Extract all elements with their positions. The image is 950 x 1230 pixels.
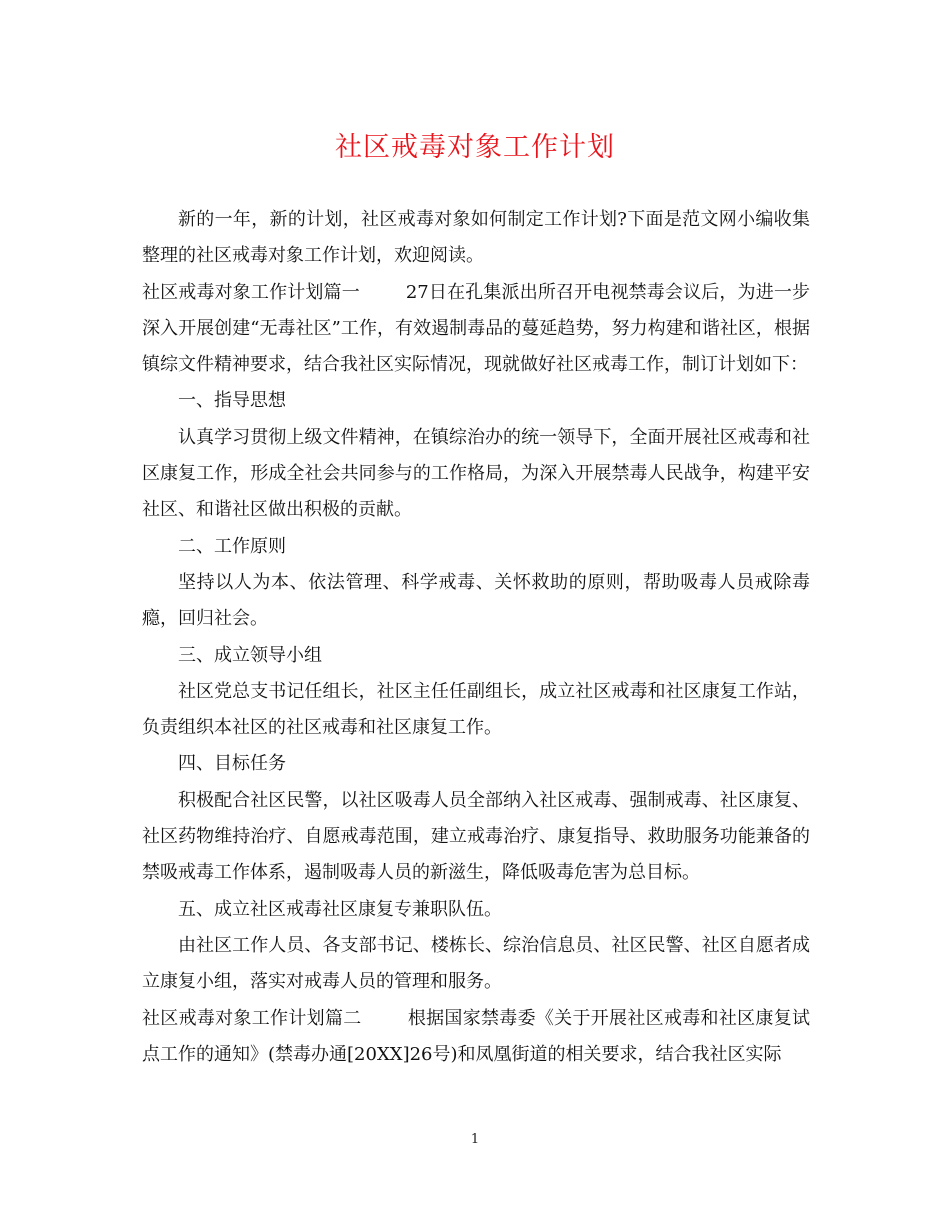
section-heading-guiding-thought: 一、指导思想 — [178, 390, 286, 412]
section-heading-leadership-group: 三、成立领导小组 — [178, 644, 322, 666]
plan-one-text: 27日在孔集派出所召开电视禁毒会议后，为进一步深入开展创建“无毒社区”工作，有效遏制毒品的蔓延趋势，努力构建和谐社区，根据镇综文件精神要求，结合我社区实际情况，现就做好社区戒毒工作，制订计划如下： — [142, 281, 811, 376]
paragraph-work-principles: 坚持以人为本、依法管理、科学戒毒、关怀救助的原则，帮助吸毒人员戒除毒瘾，回归社会。 — [142, 571, 810, 630]
paragraph-leadership-group: 社区党总支书记任组长，社区主任任副组长，成立社区戒毒和社区康复工作站，负责组织本社区的社区戒毒和社区康复工作。 — [142, 680, 810, 739]
paragraph-goals: 积极配合社区民警，以社区吸毒人员全部纳入社区戒毒、强制戒毒、社区康复、社区药物维持治疗、自愿戒毒范围，建立戒毒治疗、康复指导、救助服务功能兼备的禁吸戒毒工作体系，遏制吸毒人员的新滋生，降低吸毒危害为总目标。 — [142, 789, 810, 884]
section-heading-work-principles: 二、工作原则 — [178, 535, 286, 557]
document-body — [142, 202, 810, 1073]
plan-one-heading: 社区戒毒对象工作计划篇一 — [142, 281, 360, 303]
paragraph-team: 由社区工作人员、各支部书记、楼栋长、综治信息员、社区民警、社区自愿者成立康复小组，落实对戒毒人员的管理和服务。 — [142, 934, 810, 993]
paragraph-plan-two — [142, 1001, 810, 1074]
document-title: 社区戒毒对象工作计划 — [335, 132, 615, 163]
section-heading-goals: 四、目标任务 — [178, 753, 286, 775]
section-heading-team: 五、成立社区戒毒社区康复专兼职队伍。 — [178, 898, 502, 920]
paragraph-guiding-thought: 认真学习贯彻上级文件精神，在镇综治办的统一领导下，全面开展社区戒毒和社区康复工作，形成全社会共同参与的工作格局，为深入开展禁毒人民战争，构建平安社区、和谐社区做出积极的贡献。 — [142, 426, 810, 521]
paragraph-plan-one — [142, 275, 810, 384]
page-number: 1 — [470, 1132, 480, 1147]
plan-two-heading: 社区戒毒对象工作计划篇二 — [142, 1007, 362, 1029]
plan-two-text: 根据国家禁毒委《关于开展社区戒毒和社区康复试点工作的通知》(禁毒办通[20XX]26号)和凤凰街道的相关要求，结合我社区实际 — [142, 1007, 810, 1065]
paragraph-intro: 新的一年，新的计划，社区戒毒对象如何制定工作计划?下面是范文网小编收集整理的社区戒毒对象工作计划，欢迎阅读。 — [142, 209, 810, 267]
